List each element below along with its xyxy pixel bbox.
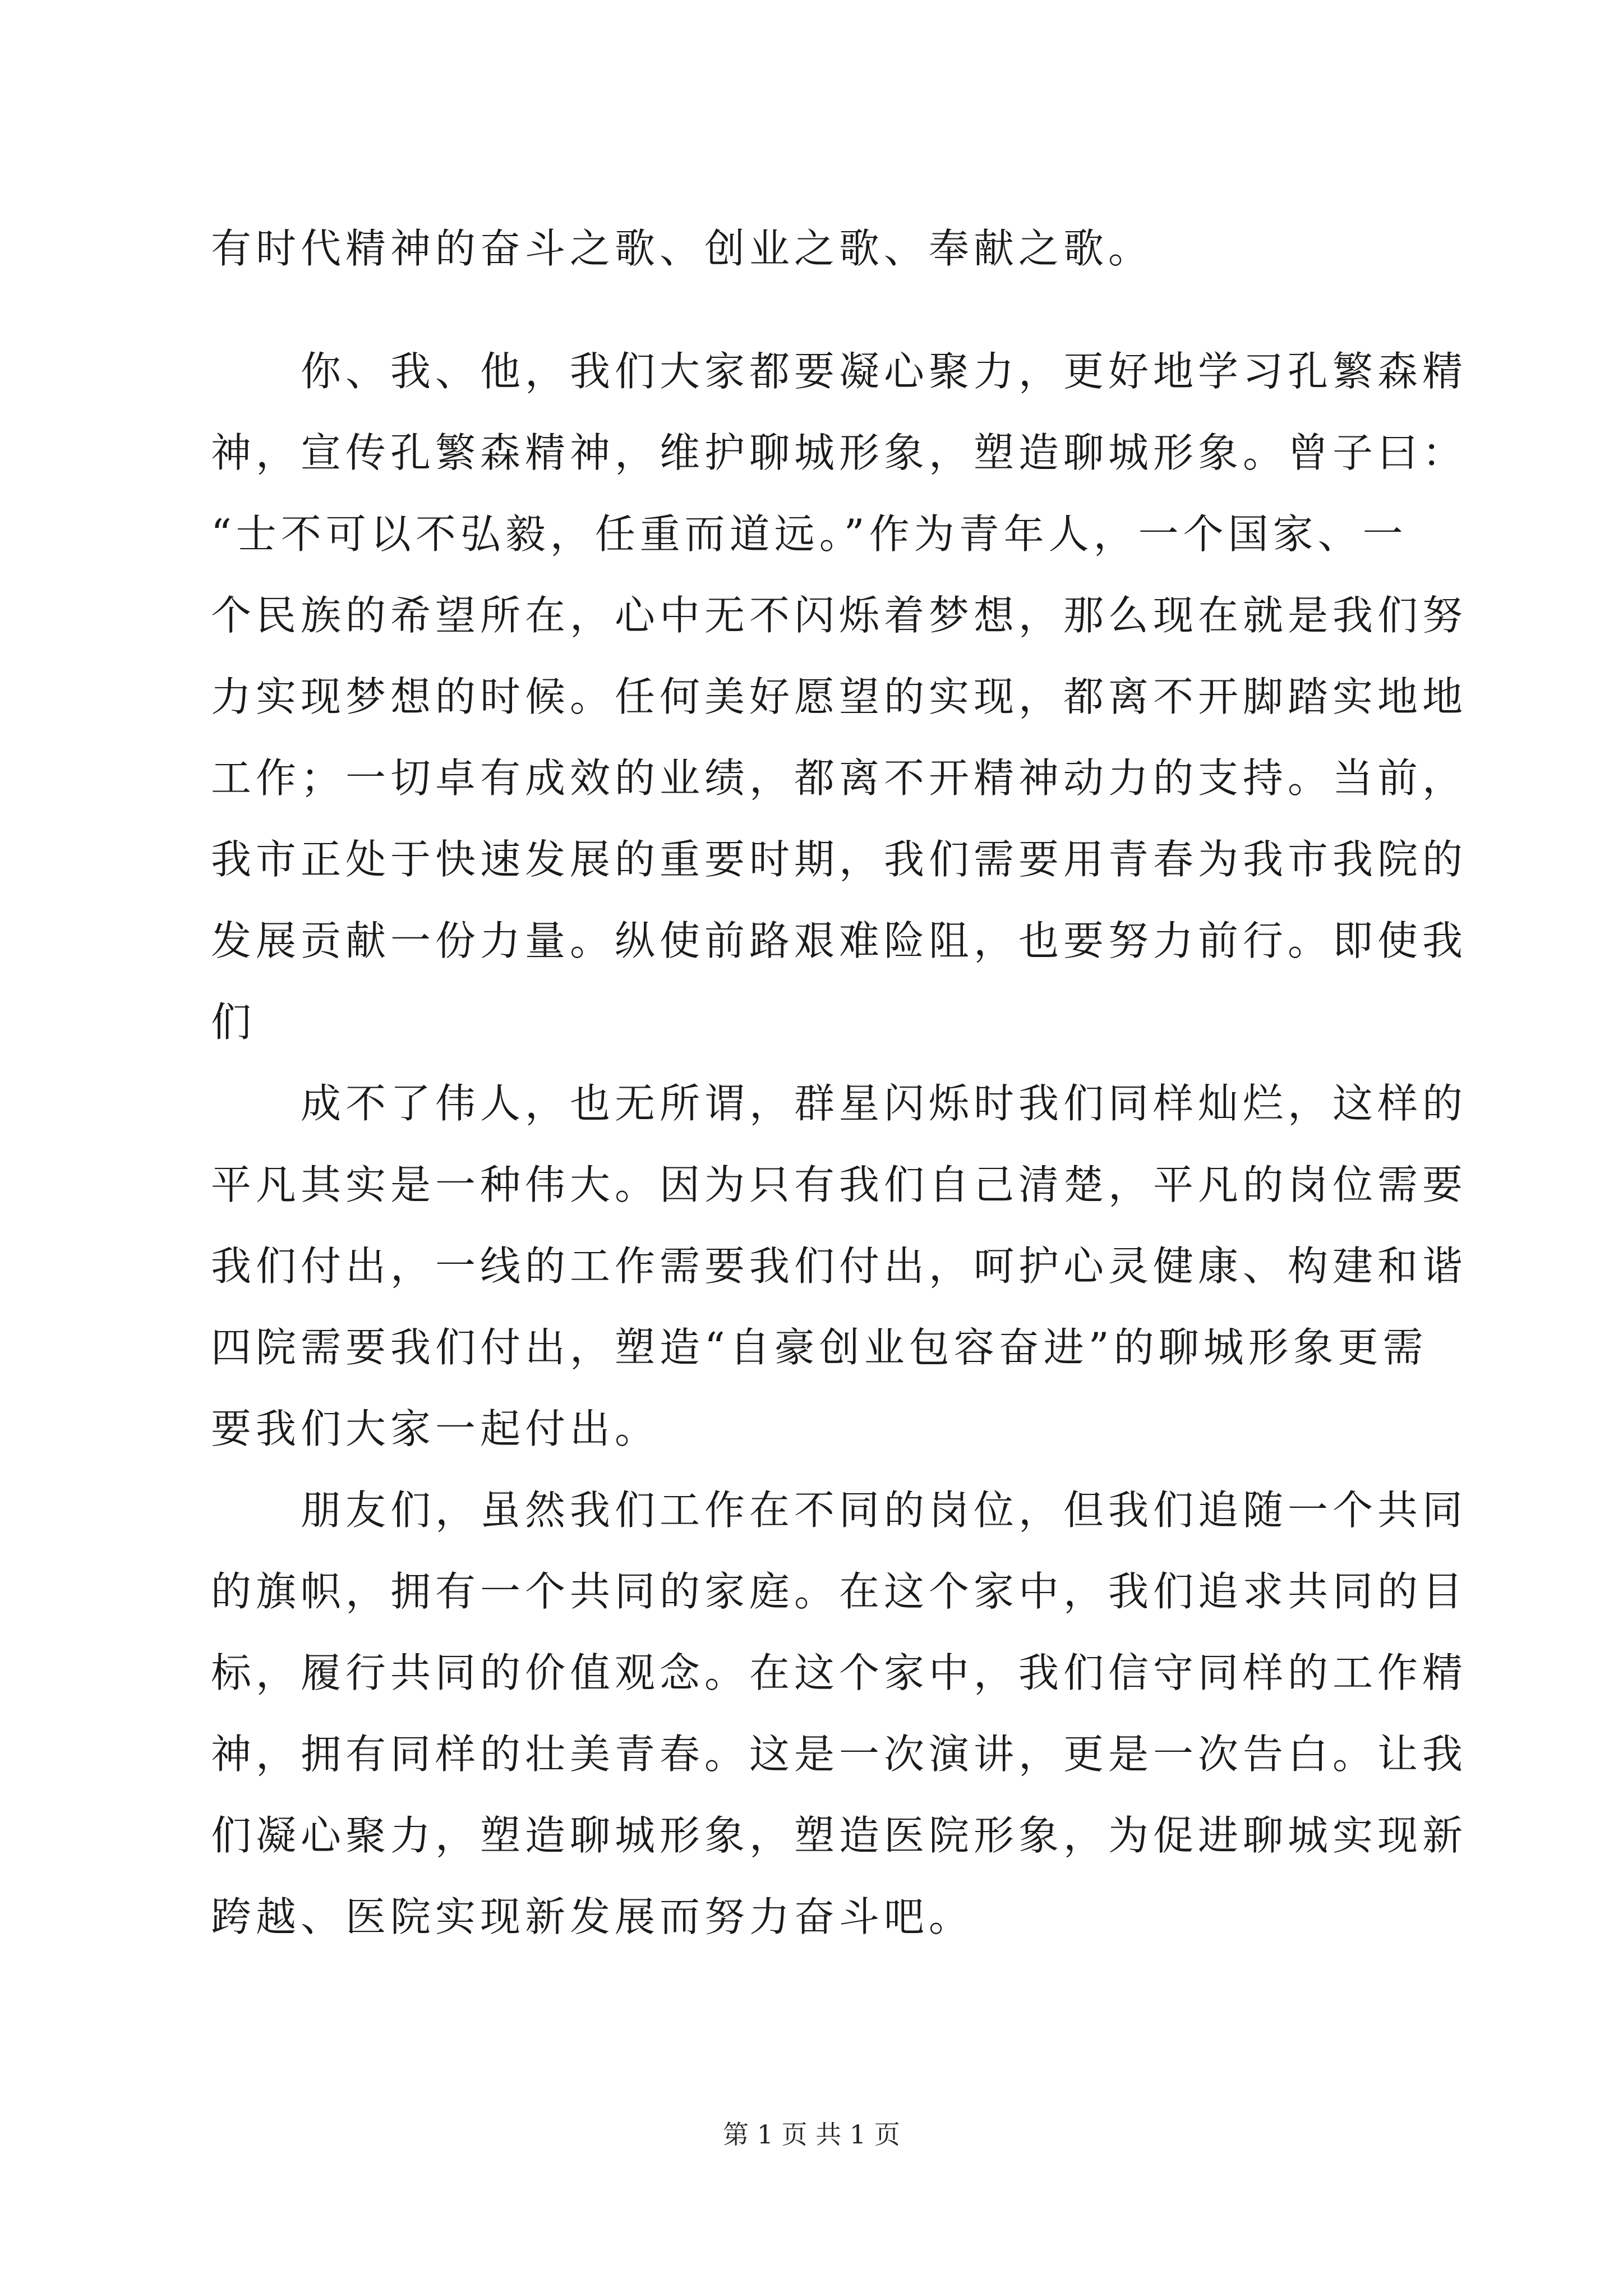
text-line: 平凡其实是一种伟大。因为只有我们自己清楚，平凡的岗位需要 <box>211 1161 1468 1208</box>
text-line: 神，宣传孔繁森精神，维护聊城形象，塑造聊城形象。曾子曰： <box>211 429 1468 476</box>
text-line: 成不了伟人，也无所谓，群星闪烁时我们同样灿烂，这样的 <box>211 1080 1468 1127</box>
text-line: 们 <box>211 999 256 1046</box>
text-line: 的旗帜，拥有一个共同的家庭。在这个家中，我们追求共同的目 <box>211 1568 1468 1615</box>
text-line: 你、我、他，我们大家都要凝心聚力，更好地学习孔繁森精 <box>211 348 1468 395</box>
text-line: 跨越、医院实现新发展而努力奋斗吧。 <box>211 1893 974 1940</box>
text-line: 我们付出，一线的工作需要我们付出，呵护心灵健康、构建和谐 <box>211 1243 1468 1290</box>
text-line: 神，拥有同样的壮美青春。这是一次演讲，更是一次告白。让我 <box>211 1731 1468 1778</box>
text-line: 们凝心聚力，塑造聊城形象，塑造医院形象，为促进聊城实现新 <box>211 1812 1468 1859</box>
text-line: 我市正处于快速发展的重要时期，我们需要用青春为我市我院的 <box>211 836 1468 883</box>
text-line: “士不可以不弘毅，任重而道远。”作为青年人，一个国家、一 <box>211 510 1408 558</box>
text-line: 发展贡献一份力量。纵使前路艰难险阻，也要努力前行。即使我 <box>211 917 1468 964</box>
text-line: 要我们大家一起付出。 <box>211 1405 660 1452</box>
text-line: 工作；一切卓有成效的业绩，都离不开精神动力的支持。当前， <box>211 754 1468 802</box>
text-line: 四院需要我们付出，塑造“自豪创业包容奋进”的聊城形象更需 <box>211 1324 1428 1371</box>
text-line: 标，履行共同的价值观念。在这个家中，我们信守同样的工作精 <box>211 1649 1468 1696</box>
text-line: 个民族的希望所在，心中无不闪烁着梦想，那么现在就是我们努 <box>211 592 1468 639</box>
page-number-footer: 第 1 页 共 1 页 <box>723 2119 900 2150</box>
text-line: 力实现梦想的时候。任何美好愿望的实现，都离不开脚踏实地地 <box>211 673 1468 720</box>
text-line: 有时代精神的奋斗之歌、创业之歌、奉献之歌。 <box>211 225 1154 272</box>
text-line: 朋友们，虽然我们工作在不同的岗位，但我们追随一个共同 <box>211 1487 1468 1534</box>
